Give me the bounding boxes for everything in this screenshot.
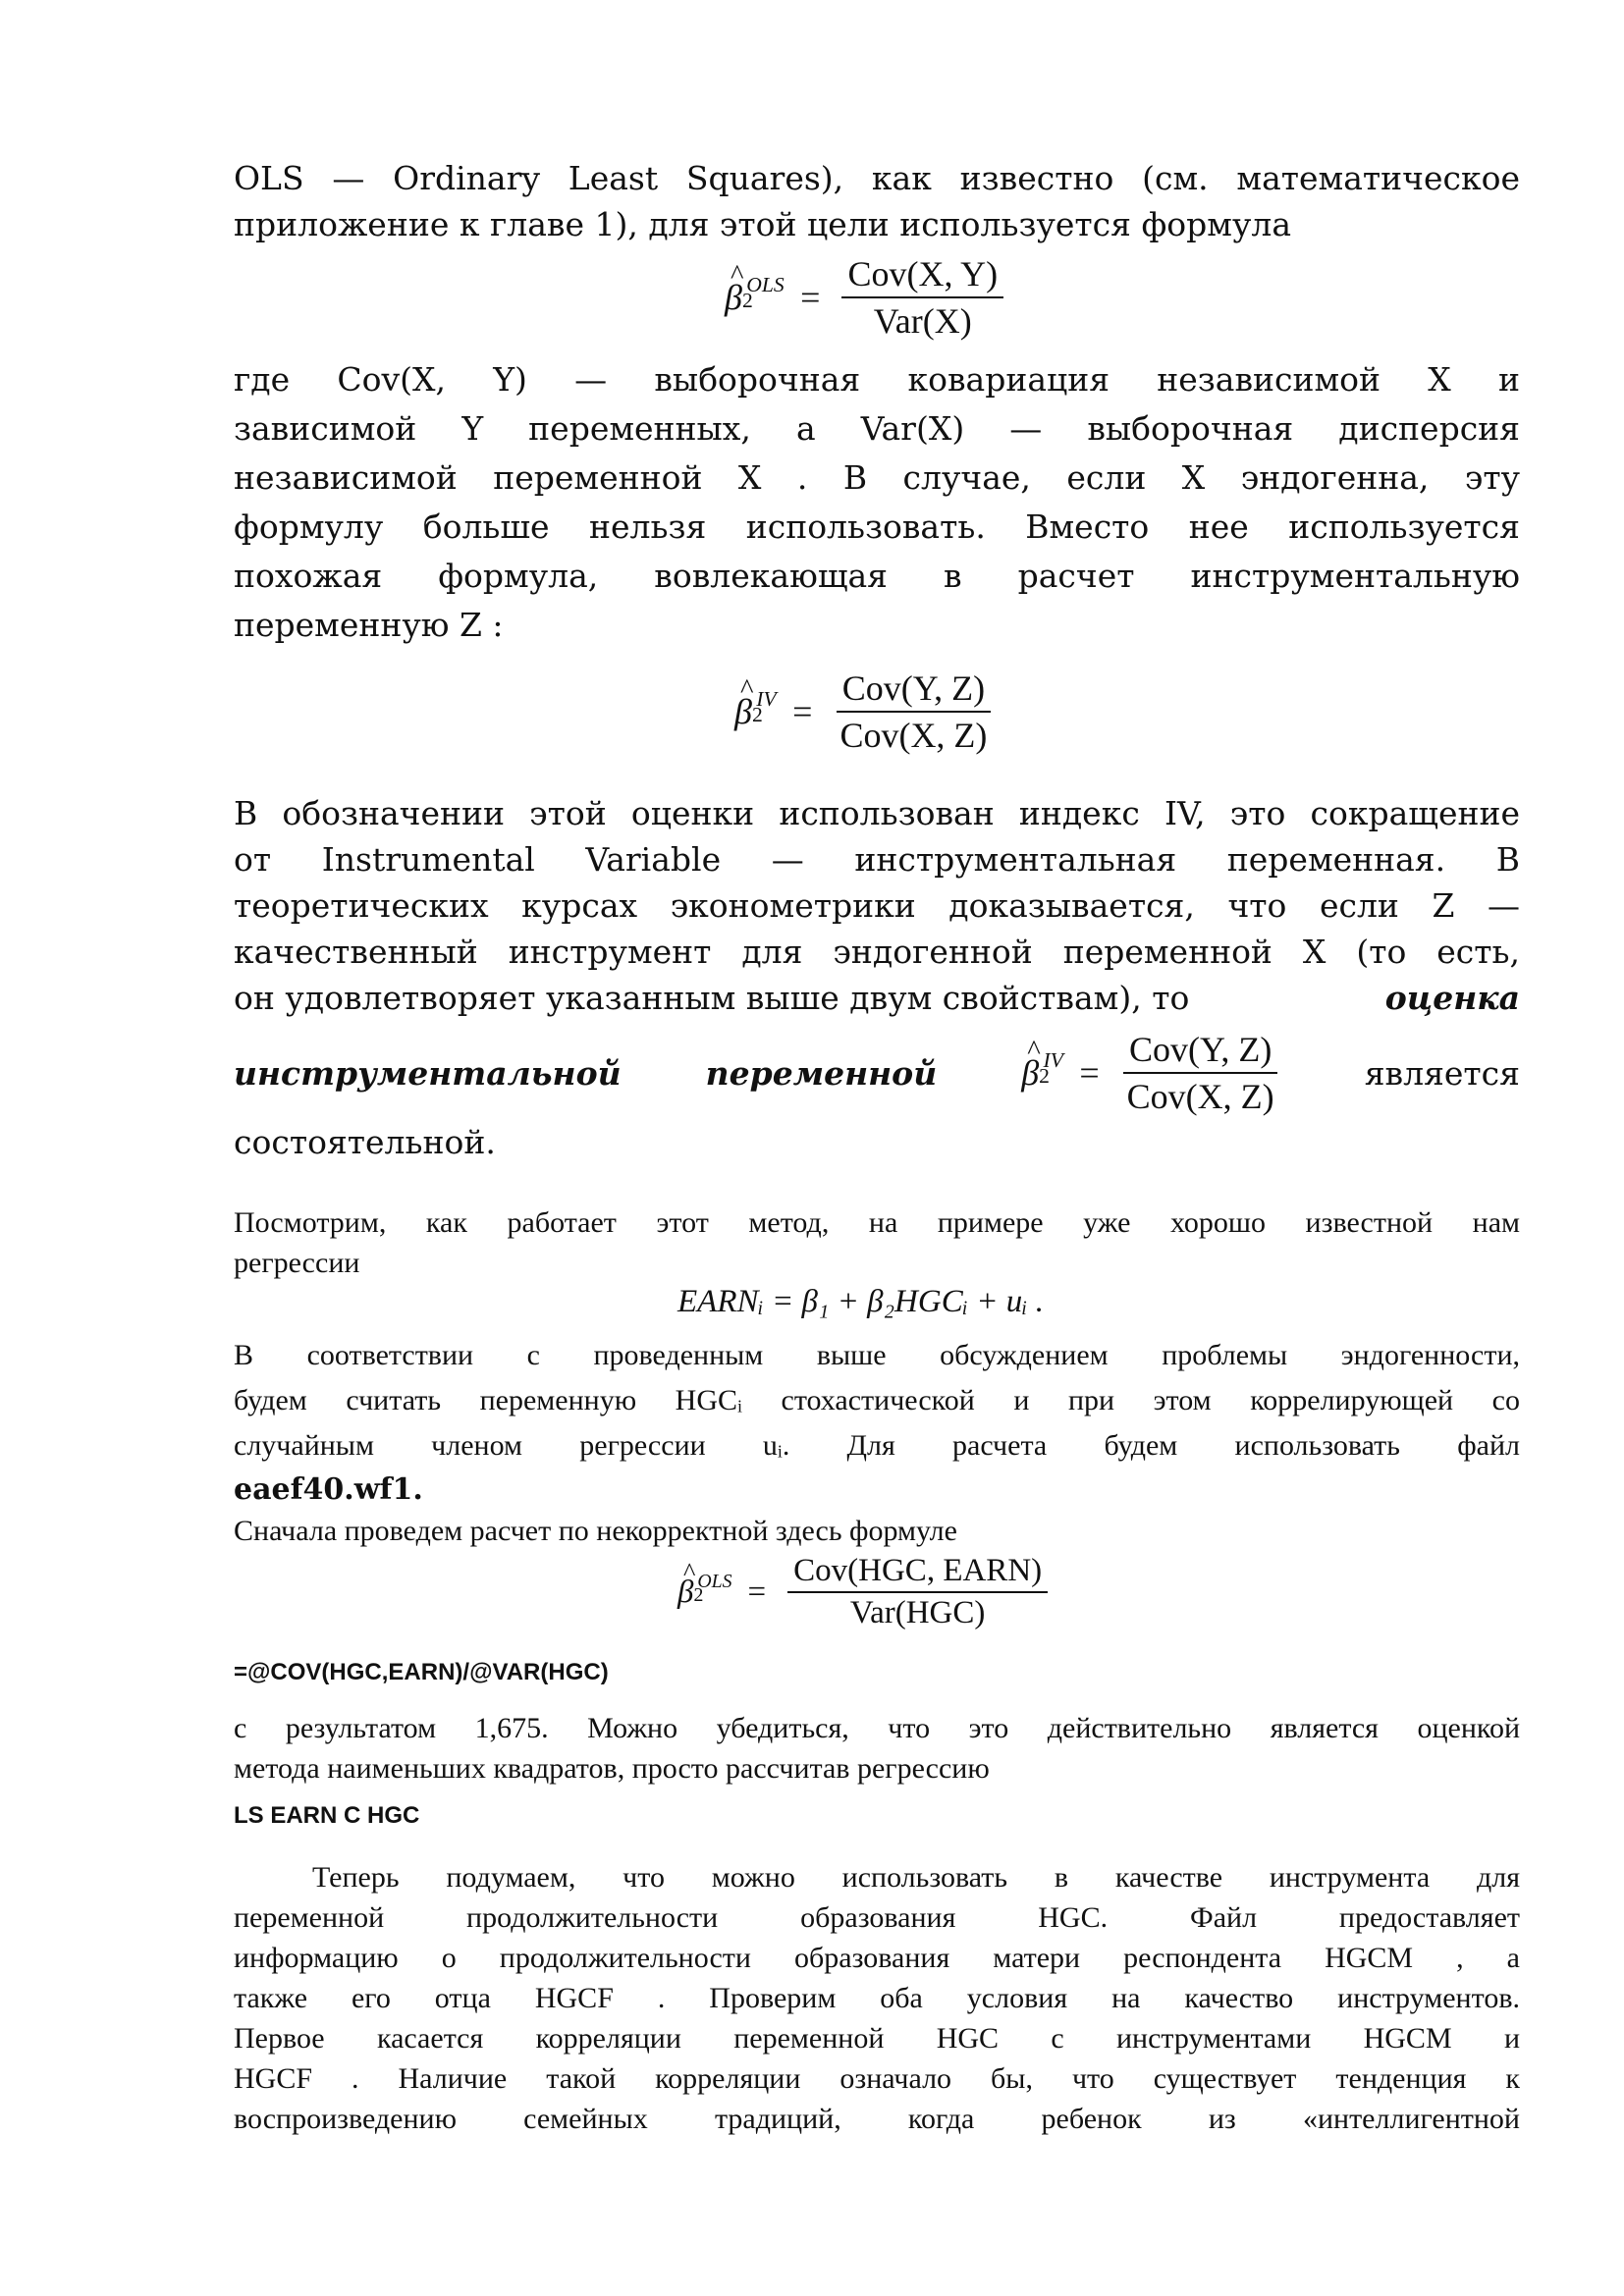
result-paragraph [234, 1708, 1520, 1789]
text-line: независимой переменной X . В случае, если X эндогенна, эту [234, 458, 1520, 497]
file-name: eaef40.wf1. [234, 1472, 423, 1507]
denominator: Cov(X, Z) [839, 716, 988, 755]
text-line: Посмотрим, как работает этот метод, на примере уже хорошо известной нам [234, 1206, 1520, 1239]
numerator: Cov(Y, Z) [1123, 1029, 1277, 1074]
text-line: формулу больше нельзя использовать. Вместо нее используется [234, 507, 1520, 546]
definition-paragraph [234, 355, 1520, 650]
fraction [1121, 1029, 1280, 1117]
numerator: Cov(X, Y) [841, 253, 1003, 298]
text-line: информацию о продолжительности образования матери респондента HGCM , а [234, 1942, 1520, 1974]
text-line: Сначала проведем расчет по некорректной здесь формуле [234, 1515, 957, 1547]
numerator: Cov(HGC, EARN) [787, 1553, 1048, 1593]
text-line: В соответствии с проведенным выше обсуждением проблемы эндогенности, [234, 1339, 1520, 1371]
bold-italic-phrase: переменной [705, 1053, 938, 1093]
denominator: Cov(X, Z) [1126, 1077, 1274, 1116]
text-line: Первое касается корреляции переменной HGC с инструментами HGCM и [234, 2022, 1520, 2055]
bold-italic-phrase: инструментальной [234, 1053, 622, 1093]
text-line: воспроизведению семейных традиций, когда ребенок из «интеллигентной [234, 2103, 1520, 2135]
fraction [787, 1553, 1048, 1631]
regression-equation: EARNᵢ = β₁ + β₂HGCᵢ + uᵢ . [677, 1284, 1044, 1319]
text-line: В обозначении этой оценки использован индекс IV, это сокращение [234, 794, 1520, 832]
text-line: зависимой Y переменных, а Var(X) — выборочная дисперсия [234, 409, 1520, 448]
instrument-paragraph [234, 1857, 1520, 2139]
formula-ols: ^ β 2 OLS = $\frac{\text{Cov(X, Y)}}{\text{Var(X)}}$ [725, 253, 1003, 342]
text-line: он удовлетворяет указанным выше двум свойствам), то оценка [234, 975, 1520, 1021]
text-line: состоятельной. [234, 1123, 496, 1161]
text-line: с результатом 1,675. Можно убедиться, что это действительно является оценкой [234, 1712, 1520, 1744]
text-line: приложение к главе 1), для этой цели используется формула [234, 205, 1292, 243]
text-line: переменной продолжительности образования HGC. Файл предоставляет [234, 1901, 1520, 1934]
text-word: является [1364, 1053, 1520, 1093]
text-line: качественный инструмент для эндогенной переменной X (то есть, [234, 933, 1520, 971]
iv-statement-row [234, 1029, 1520, 1117]
beta-symbol: ^ β [677, 1575, 693, 1611]
fraction [841, 253, 1003, 342]
formula-iv-inline: ^ β 2 IV = $\frac{\text{Cov(Y, Z)}}{\text{Cov(X, Z)}}$ [1021, 1029, 1279, 1117]
beta-symbol: ^ β [1021, 1052, 1039, 1094]
formula-iv: ^ β 2 IV = $\frac{\text{Cov(Y, Z)}}{\text{Cov(X, Z)}}$ [734, 667, 993, 756]
denominator: Var(X) [873, 301, 972, 341]
text-line: регрессии [234, 1247, 360, 1279]
text-line: Теперь подумаем, что можно использовать в качестве инструмента для [312, 1861, 1520, 1894]
text-line: метода наименьших квадратов, просто рассчитав регрессию [234, 1752, 990, 1785]
iv-paragraph [234, 790, 1520, 1021]
formula-ols-hgc: ^ β 2 OLS = $\frac{\text{Cov(HGC, EARN)}}{\text{Var(HGC)}}$ [677, 1553, 1048, 1631]
eviews-command: LS EARN C HGC [234, 1802, 420, 1829]
text-line: HGCF . Наличие такой корреляции означало бы, что существует тенденция к [234, 2062, 1520, 2095]
text-line: переменную Z : [234, 606, 504, 644]
text-line: теоретических курсах эконометрики доказывается, что если Z — [234, 886, 1520, 925]
beta-symbol: ^ β [734, 691, 752, 732]
eviews-command: =@COV(HGC,EARN)/@VAR(HGC) [234, 1659, 609, 1685]
assumption-paragraph [234, 1333, 1520, 1468]
numerator: Cov(Y, Z) [837, 667, 991, 713]
denominator: Var(HGC) [849, 1595, 986, 1630]
fraction [834, 667, 993, 756]
text-line: от Instrumental Variable — инструментальная переменная. В [234, 840, 1520, 879]
text-line: где Cov(X, Y) — выборочная ковариация независимой X и [234, 360, 1520, 399]
bold-italic-phrase: оценка [1384, 979, 1520, 1017]
example-paragraph [234, 1202, 1520, 1283]
text-line: будем считать переменную HGCᵢ стохастической и при этом коррелирующей со [234, 1384, 1520, 1416]
text-line: OLS — Ordinary Least Squares), как известно (см. математическое [234, 159, 1520, 197]
text-line: случайным членом регрессии uᵢ. Для расчета будем использовать файл [234, 1429, 1520, 1462]
text-line: также его отца HGCF . Проверим оба условия на качество инструментов. [234, 1982, 1520, 2014]
beta-symbol: ^ β [725, 277, 742, 318]
intro-paragraph [234, 155, 1520, 247]
text-line: похожая формула, вовлекающая в расчет инструментальную [234, 557, 1520, 595]
